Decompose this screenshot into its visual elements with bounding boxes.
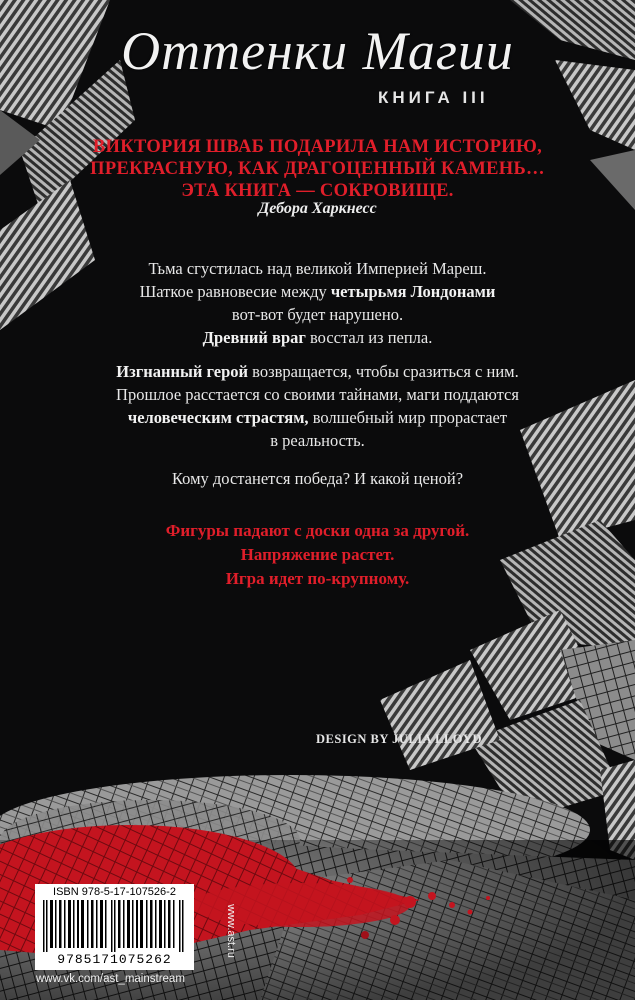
barcode-box [35, 884, 194, 970]
book-title: Оттенки Магии [121, 21, 514, 81]
barcode-bars [41, 900, 188, 952]
blurb-paragraph-1 [0, 257, 635, 349]
tagline-line: Игра идет по-крупному. [225, 569, 410, 588]
blurb-line [0, 280, 635, 303]
quote-line: ПРЕКРАСНУЮ, КАК ДРАГОЦЕННЫЙ КАМЕНЬ… [90, 159, 545, 179]
quote-line: ВИКТОРИЯ ШВАБ ПОДАРИЛА НАМ ИСТОРИЮ, [92, 137, 543, 157]
blurb-text: волшебный мир прорастает [308, 408, 508, 427]
blurb-emphasis: Изгнанный герой [116, 362, 249, 381]
blurb-line [0, 360, 635, 383]
blurb-emphasis: человеческим страстям, [127, 408, 309, 427]
blurb-line: Кому достанется победа? И какой ценой? [171, 469, 464, 488]
isbn-text: ISBN 978-5-17-107526-2 [53, 886, 176, 898]
blurb-text: возвращается, чтобы сразиться с ним. [248, 362, 519, 381]
tagline [0, 519, 635, 591]
tagline-line: Напряжение растет. [240, 545, 395, 564]
blurb-text: восстал из пепла. [305, 328, 433, 347]
blurb-line [0, 326, 635, 349]
blurb-line [0, 406, 635, 429]
barcode-number: 9785171075262 [57, 952, 172, 967]
blurb-line: Тьма сгустилась над великой Империей Мареш. [148, 259, 487, 278]
book-number: КНИГА III [378, 88, 489, 107]
design-credit: DESIGN BY JULIA LLOYD [316, 732, 482, 746]
tagline-line: Фигуры падают с доски одна за другой. [165, 521, 470, 540]
review-quote [0, 136, 635, 202]
blurb-text: Шаткое равновесие между [139, 282, 331, 301]
blurb-line: в реальность. [270, 431, 365, 450]
blurb-emphasis: четырьмя Лондонами [330, 282, 496, 301]
blurb-paragraph-2 [0, 360, 635, 452]
blurb-line: Прошлое расстается со своими тайнами, маги поддаются [116, 385, 519, 404]
blurb-line: вот-вот будет нарушено. [231, 305, 404, 324]
quote-author: Дебора Харкнесс [258, 200, 377, 217]
blurb-paragraph-3 [0, 467, 635, 490]
quote-line: ЭТА КНИГА — СОКРОВИЩЕ. [181, 181, 454, 201]
blurb-emphasis: Древний враг [202, 328, 306, 347]
publisher-site-link[interactable]: www.ast.ru [224, 904, 237, 958]
vk-link[interactable]: www.vk.com/ast_mainstream [36, 973, 185, 985]
